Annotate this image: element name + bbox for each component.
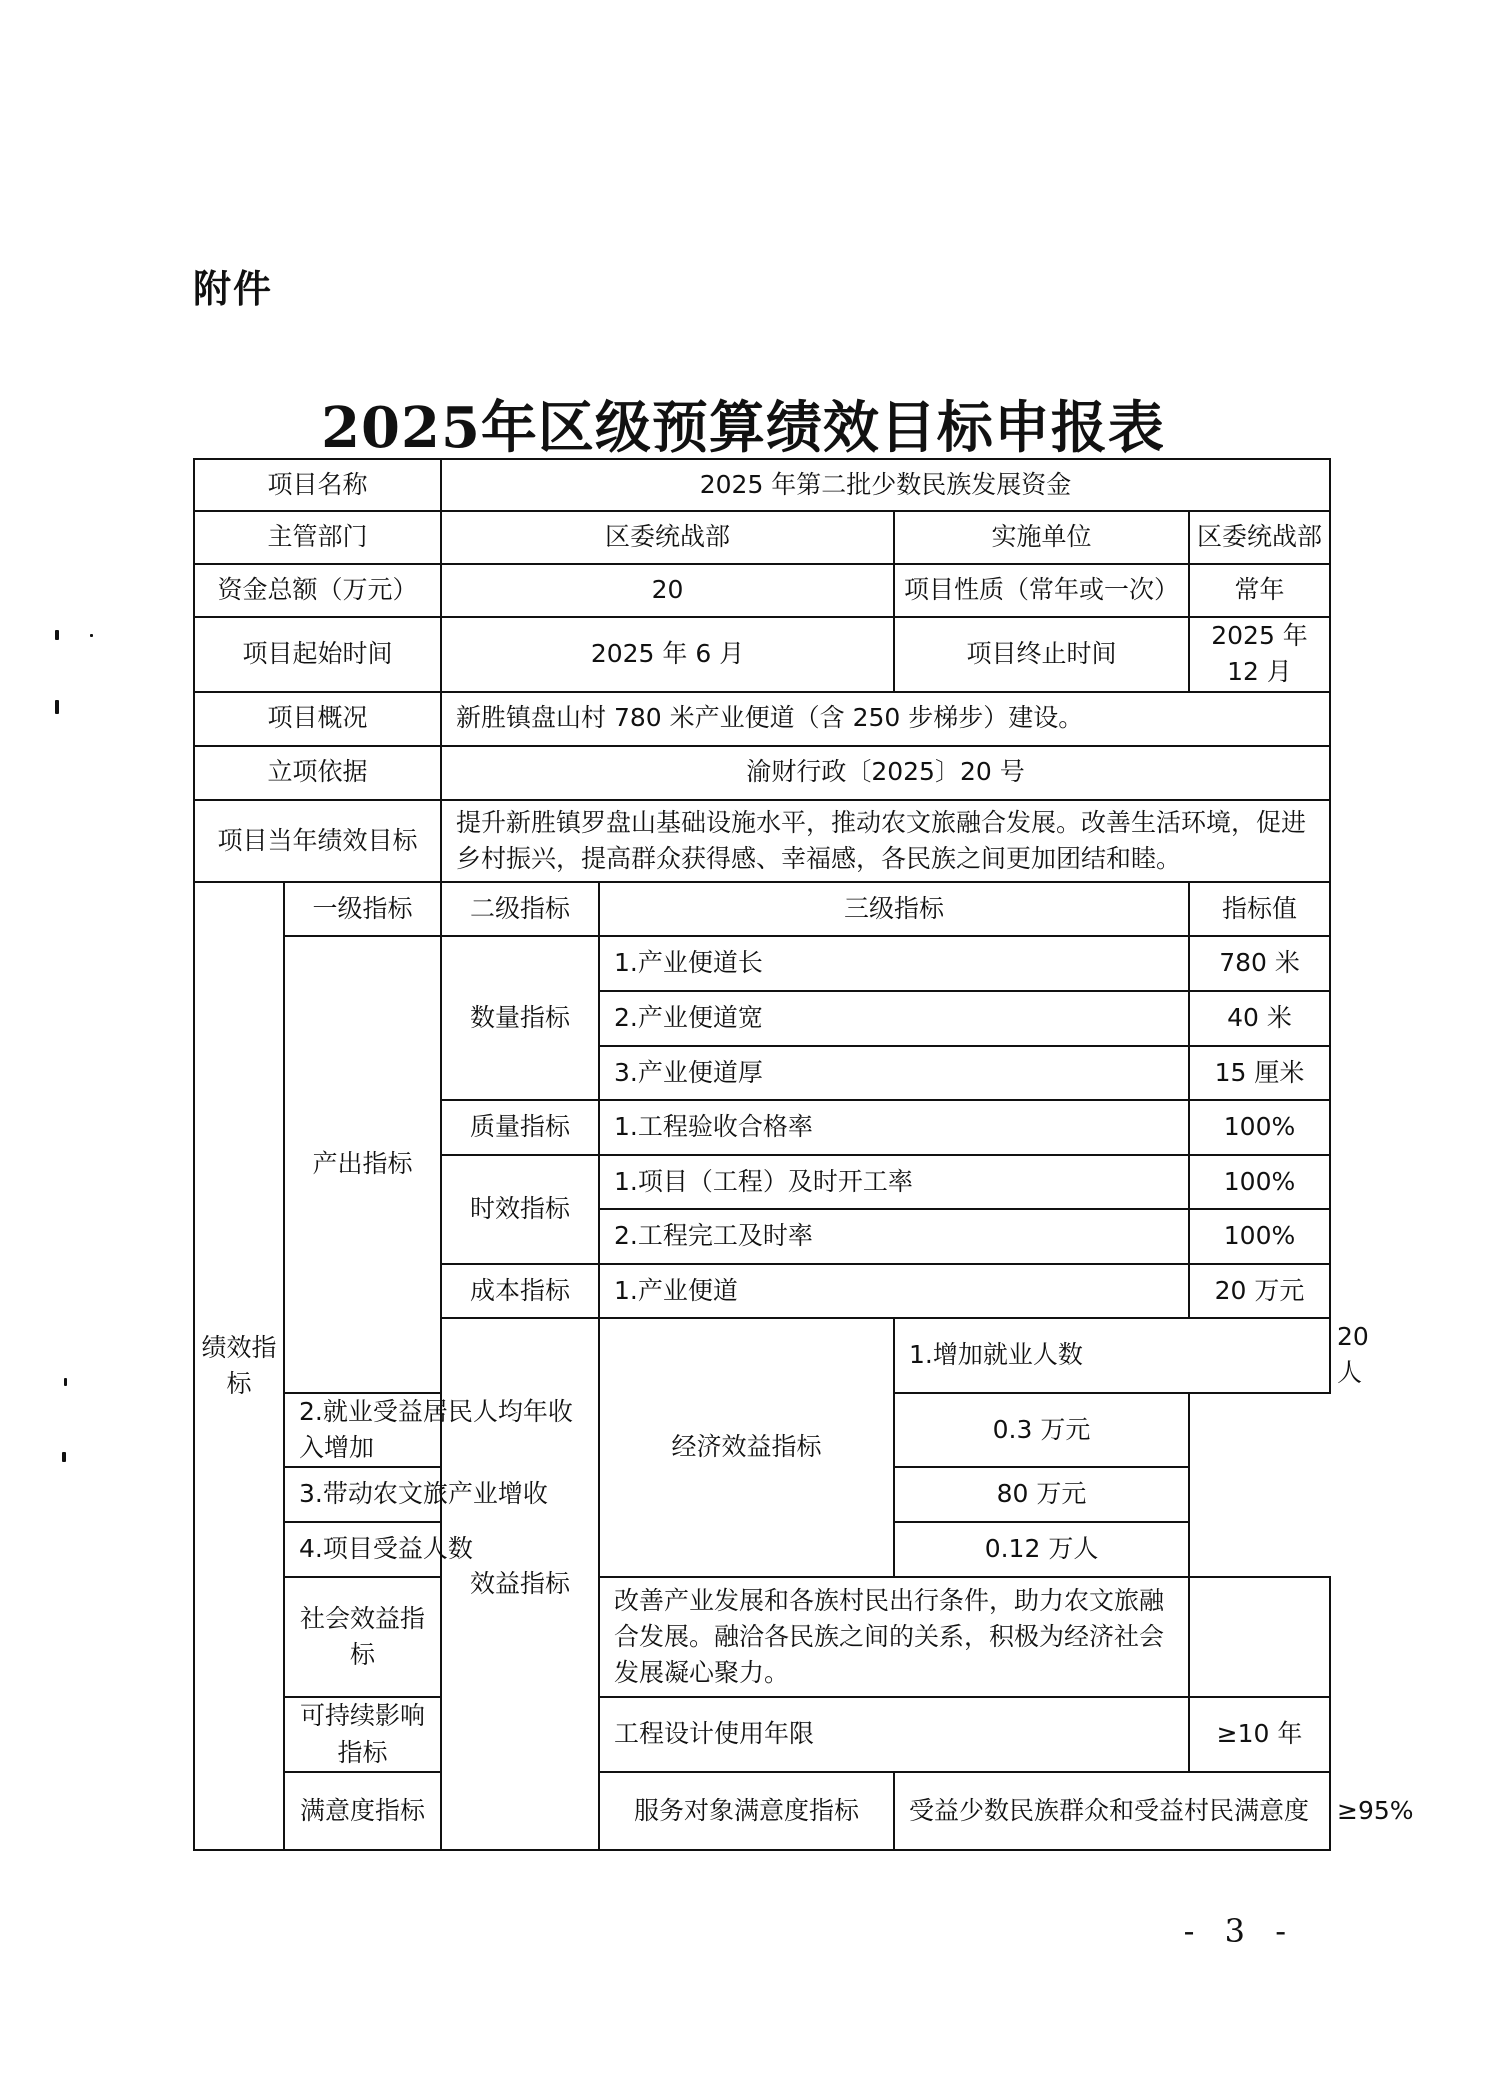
cost-indicator-label: 成本指标 bbox=[441, 1264, 599, 1318]
indicator-value: 100% bbox=[1189, 1100, 1330, 1155]
header-level1: 一级指标 bbox=[284, 882, 441, 936]
header-value: 指标值 bbox=[1189, 882, 1330, 936]
goal-value: 提升新胜镇罗盘山基础设施水平，推动农文旅融合发展。改善生活环境，促进乡村振兴，提高群众获得感、幸福感，各民族之间更加团结和睦。 bbox=[441, 800, 1330, 883]
department-label: 主管部门 bbox=[194, 511, 441, 564]
output-indicator-label: 产出指标 bbox=[284, 936, 441, 1393]
indicator-name: 2.工程完工及时率 bbox=[599, 1209, 1189, 1264]
scan-mark bbox=[64, 1378, 67, 1386]
indicator-header-row bbox=[194, 882, 1330, 936]
indicator-name: 工程设计使用年限 bbox=[599, 1697, 1189, 1772]
quality-indicator-label: 质量指标 bbox=[441, 1100, 599, 1155]
indicator-value: 80 万元 bbox=[894, 1467, 1189, 1522]
indicator-value: 100% bbox=[1189, 1209, 1330, 1264]
project-name-value: 2025 年第二批少数民族发展资金 bbox=[441, 459, 1330, 511]
basis-value: 渝财行政〔2025〕20 号 bbox=[441, 746, 1330, 800]
scan-mark bbox=[90, 634, 93, 637]
indicator-name: 2.产业便道宽 bbox=[599, 991, 1189, 1046]
row-department bbox=[194, 511, 1330, 564]
table-row bbox=[194, 1577, 1330, 1697]
economic-benefit-label: 经济效益指标 bbox=[599, 1318, 894, 1577]
indicator-name: 3.带动农文旅产业增收 bbox=[284, 1467, 599, 1522]
indicator-value: 100% bbox=[1189, 1155, 1330, 1209]
indicator-value: 0.3 万元 bbox=[894, 1393, 1189, 1468]
project-nature-label: 项目性质（常年或一次） bbox=[894, 564, 1189, 617]
indicator-value: 20 万元 bbox=[1189, 1264, 1330, 1318]
implementing-unit-value: 区委统战部 bbox=[1189, 511, 1330, 564]
header-level2: 二级指标 bbox=[441, 882, 599, 936]
department-value: 区委统战部 bbox=[441, 511, 894, 564]
fund-total-label: 资金总额（万元） bbox=[194, 564, 441, 617]
start-time-label: 项目起始时间 bbox=[194, 617, 441, 692]
project-nature-value: 常年 bbox=[1189, 564, 1330, 617]
budget-performance-form bbox=[193, 458, 1414, 1851]
indicator-value: 780 米 bbox=[1189, 936, 1330, 991]
implementing-unit-label: 实施单位 bbox=[894, 511, 1189, 564]
attachment-label: 附件 bbox=[193, 267, 274, 311]
indicator-value: 0.12 万人 bbox=[894, 1522, 1189, 1577]
table-row: 效益指标 经济效益指标 1.增加就业人数 20 人 bbox=[194, 1318, 1330, 1393]
row-basis bbox=[194, 746, 1330, 800]
row-project-name bbox=[194, 459, 1330, 511]
goal-label: 项目当年绩效目标 bbox=[194, 800, 441, 883]
row-goal bbox=[194, 800, 1330, 883]
row-fund bbox=[194, 564, 1330, 617]
service-satisfaction-label: 服务对象满意度指标 bbox=[599, 1772, 894, 1850]
indicator-name: 3.产业便道厚 bbox=[599, 1046, 1189, 1100]
indicator-value: ≥10 年 bbox=[1189, 1697, 1330, 1772]
scan-mark bbox=[55, 630, 59, 640]
indicator-name: 改善产业发展和各族村民出行条件，助力农文旅融合发展。融洽各民族之间的关系，积极为经济社会发展凝心聚力。 bbox=[599, 1577, 1189, 1697]
fund-total-value: 20 bbox=[441, 564, 894, 617]
performance-indicator-group-label: 绩效指标 bbox=[194, 882, 284, 1850]
social-benefit-label: 社会效益指标 bbox=[284, 1577, 441, 1697]
indicator-value bbox=[1189, 1577, 1330, 1697]
page-number: - 3 - bbox=[1183, 1912, 1296, 1950]
benefit-indicator-label: 效益指标 bbox=[441, 1318, 599, 1850]
indicator-value: 15 厘米 bbox=[1189, 1046, 1330, 1100]
table-row bbox=[194, 1697, 1330, 1772]
end-time-label: 项目终止时间 bbox=[894, 617, 1189, 692]
table-row bbox=[194, 936, 1330, 991]
start-time-value: 2025 年 6 月 bbox=[441, 617, 894, 692]
scan-mark bbox=[62, 1452, 66, 1462]
indicator-name: 1.项目（工程）及时开工率 bbox=[599, 1155, 1189, 1209]
indicator-name: 1.工程验收合格率 bbox=[599, 1100, 1189, 1155]
satisfaction-indicator-label: 满意度指标 bbox=[284, 1772, 441, 1850]
project-name-label: 项目名称 bbox=[194, 459, 441, 511]
overview-label: 项目概况 bbox=[194, 692, 441, 746]
quantity-indicator-label: 数量指标 bbox=[441, 936, 599, 1100]
indicator-name: 受益少数民族群众和受益村民满意度 bbox=[894, 1772, 1330, 1850]
row-period bbox=[194, 617, 1330, 692]
header-level3: 三级指标 bbox=[599, 882, 1189, 936]
overview-value: 新胜镇盘山村 780 米产业便道（含 250 步梯步）建设。 bbox=[441, 692, 1330, 746]
indicator-name: 1.产业便道 bbox=[599, 1264, 1189, 1318]
indicator-value: 40 米 bbox=[1189, 991, 1330, 1046]
row-overview bbox=[194, 692, 1330, 746]
page-title: 2025年区级预算绩效目标申报表 bbox=[321, 395, 1165, 461]
indicator-name: 1.增加就业人数 bbox=[894, 1318, 1330, 1393]
scan-mark bbox=[55, 700, 59, 714]
basis-label: 立项依据 bbox=[194, 746, 441, 800]
sustainability-label: 可持续影响指标 bbox=[284, 1697, 441, 1772]
table-row: 满意度指标 服务对象满意度指标 受益少数民族群众和受益村民满意度 ≥95% bbox=[194, 1772, 1330, 1850]
indicator-name: 4.项目受益人数 bbox=[284, 1522, 599, 1577]
timeliness-indicator-label: 时效指标 bbox=[441, 1155, 599, 1264]
end-time-value: 2025 年 12 月 bbox=[1189, 617, 1330, 692]
indicator-name: 1.产业便道长 bbox=[599, 936, 1189, 991]
indicator-name: 2.就业受益居民人均年收入增加 bbox=[284, 1393, 599, 1468]
